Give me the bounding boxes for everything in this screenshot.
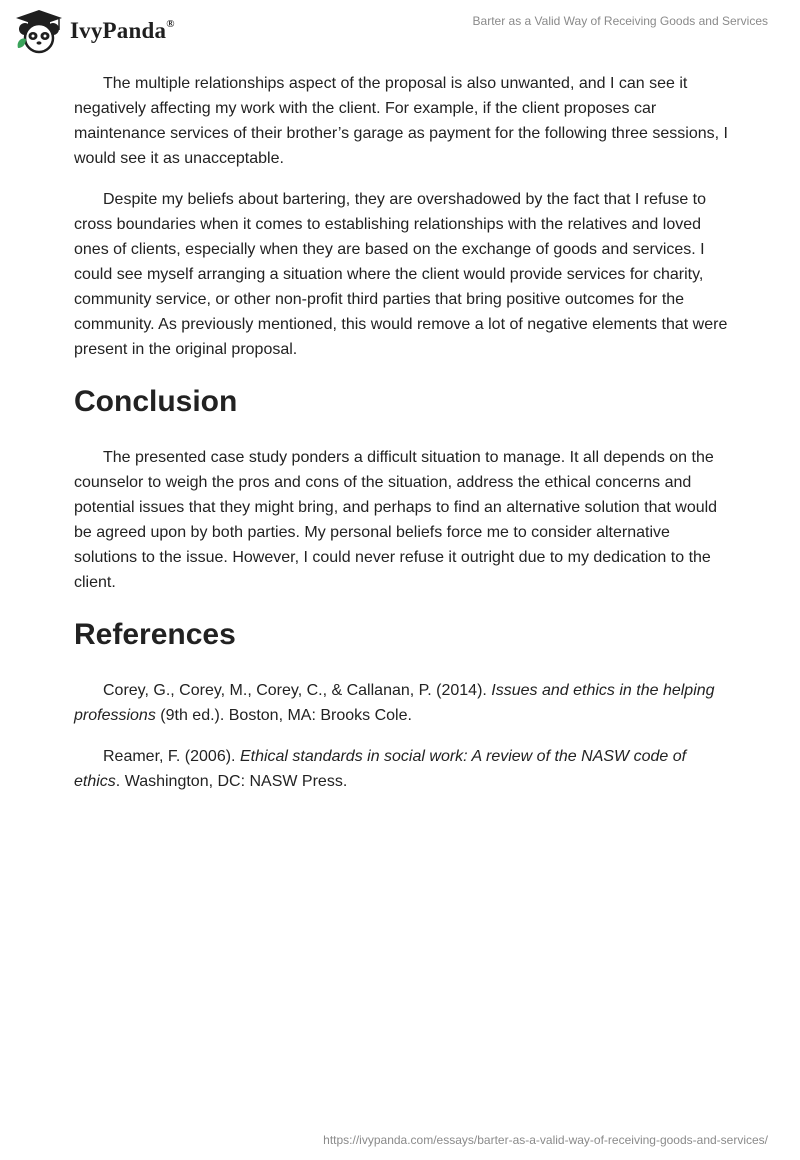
panda-logo-icon bbox=[14, 8, 64, 54]
page-header bbox=[0, 0, 800, 60]
document-title: Barter as a Valid Way of Receiving Goods and Services bbox=[472, 14, 768, 28]
body-paragraph: The multiple relationships aspect of the proposal is also unwanted, and I can see it negatively affecting my work with the client. For example, if the client proposes car maintenance services of their brother’s garage as payment for the following three sessions, I would see it as unacceptable. bbox=[74, 75, 728, 167]
source-url[interactable]: https://ivypanda.com/essays/barter-as-a-valid-way-of-receiving-goods-and-services/ bbox=[323, 1133, 768, 1147]
body-paragraph: Despite my beliefs about bartering, they are overshadowed by the fact that I refuse to cross boundaries when it comes to establishing relationships with the relatives and loved ones of clients, especially when they are based on the exchange of goods and services. I could see myself arranging a situation where the client would provide services for charity, community service, or other non-profit third parties that bring positive outcomes for the community. As previously mentioned, this would remove a lot of negative elements that were present in the original proposal. bbox=[74, 191, 728, 358]
brand-name: IvyPanda® bbox=[70, 18, 175, 43]
conclusion-paragraph: The presented case study ponders a difficult situation to manage. It all depends on the counselor to weigh the pros and cons of the situation, address the ethical concerns and potential issues that they might bring, and perhaps to find an alternative solution that would be agreed upon by both parties. My personal beliefs force me to consider alternative solutions to the issue. However, I could never refuse it outright due to my dedication to the client. bbox=[74, 449, 718, 591]
reference-entry: Reamer, F. (2006). Ethical standards in social work: A review of the NASW code of ethics. Washington, DC: NASW Press. bbox=[74, 748, 687, 790]
logo[interactable] bbox=[14, 8, 175, 54]
reference-entry: Corey, G., Corey, M., Corey, C., & Callanan, P. (2014). Issues and ethics in the helping professions (9th ed.). Boston, MA: Brooks Cole. bbox=[74, 682, 715, 724]
conclusion-heading: Conclusion bbox=[74, 385, 238, 418]
essay-content bbox=[74, 71, 730, 810]
references-heading: References bbox=[74, 618, 236, 651]
